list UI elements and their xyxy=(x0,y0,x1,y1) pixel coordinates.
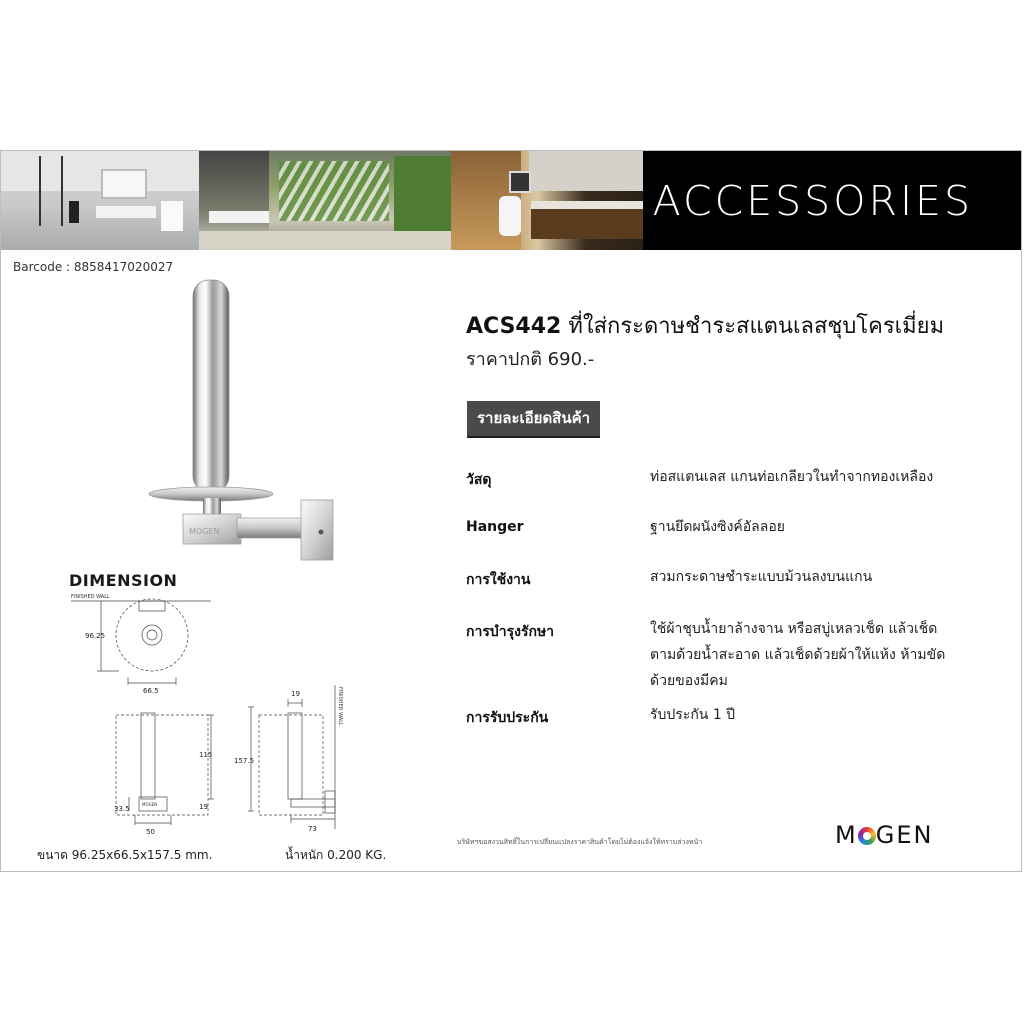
spec-value: ใช้ผ้าชุบน้ำยาล้างจาน หรือสบู่เหลวเช็ด แล้วเช็ดตามด้วยน้ำสะอาด แล้วเช็ดด้วยผ้าให้แห้ง ห้ามขัดด้วยของมีคม xyxy=(650,621,946,689)
holder-wall-plate xyxy=(301,500,333,560)
product-title xyxy=(466,308,944,343)
barcode-text: Barcode : 8858417020027 xyxy=(13,260,174,274)
dim-label-50: 50 xyxy=(146,828,155,836)
dim-label-157-5: 157.5 xyxy=(234,757,255,765)
dim-mark: MOGEN xyxy=(142,802,158,807)
dim-label-66-5: 66.5 xyxy=(143,687,159,695)
banner-title: ACCESSORIES xyxy=(643,151,1022,250)
dim-label-19-side: 19 xyxy=(291,690,300,698)
dim-label-33-5: 33.5 xyxy=(114,805,130,813)
brand-logo-gen: GEN xyxy=(875,821,934,849)
product-image xyxy=(141,276,341,566)
spec-value: สวมกระดาษชำระแบบม้วนลงบนแกน xyxy=(650,569,873,585)
banner-photo-bathroom-3 xyxy=(451,151,643,250)
spec-value: ท่อสแตนเลส แกนท่อเกลียวในทำจากทองเหลือง xyxy=(650,469,934,485)
brand-logo-m: M xyxy=(835,821,858,849)
banner-photo-bathroom-1 xyxy=(1,151,199,250)
spec-key: วัสดุ xyxy=(466,472,492,488)
holder-arm xyxy=(237,518,309,538)
brand-logo-o-ring xyxy=(858,827,876,845)
price-disclaimer: บริษัทฯขอสงวนสิทธิ์ในการเปลี่ยนแปลงราคาสินค้าโดยไม่ต้องแจ้งให้ทราบล่วงหน้า xyxy=(457,838,703,846)
spec-key: Hanger xyxy=(466,519,524,535)
dim-label-73: 73 xyxy=(308,825,317,833)
product-price: ราคาปกติ 690.- xyxy=(466,349,595,370)
product-code: ACS442 xyxy=(466,314,562,339)
brand-logo xyxy=(835,821,933,849)
spec-key: การใช้งาน xyxy=(466,572,531,588)
dim-finished-wall-top: FINISHED WALL xyxy=(71,594,110,600)
dim-finished-wall-side: FINISHED WALL xyxy=(337,687,343,726)
product-weight: น้ำหนัก 0.200 KG. xyxy=(285,848,387,862)
dim-label-96-25: 96.25 xyxy=(85,632,106,640)
dimension-title: DIMENSION xyxy=(69,571,178,590)
product-name: ที่ใส่กระดาษชำระสแตนเลสชุบโครเมี่ยม xyxy=(568,314,945,339)
spec-key: การรับประกัน xyxy=(466,710,549,726)
banner-photo-bathroom-2 xyxy=(199,151,451,250)
holder-rod xyxy=(193,280,229,492)
spec-value: ฐานยึดผนังซิงค์อัลลอย xyxy=(650,519,785,535)
product-size: ขนาด 96.25x66.5x157.5 mm. xyxy=(37,848,213,862)
dim-label-115: 115 xyxy=(199,751,213,759)
product-sheet xyxy=(0,150,1022,872)
detail-badge: รายละเอียดสินค้า xyxy=(467,401,600,438)
spec-value: รับประกัน 1 ปี xyxy=(650,707,736,723)
dim-label-19-front: 19 xyxy=(199,803,208,811)
banner xyxy=(1,151,1022,250)
dimension-drawing xyxy=(61,589,361,839)
spec-key: การบำรุงรักษา xyxy=(466,624,555,640)
product-image-mark: MOGEN xyxy=(189,527,220,536)
